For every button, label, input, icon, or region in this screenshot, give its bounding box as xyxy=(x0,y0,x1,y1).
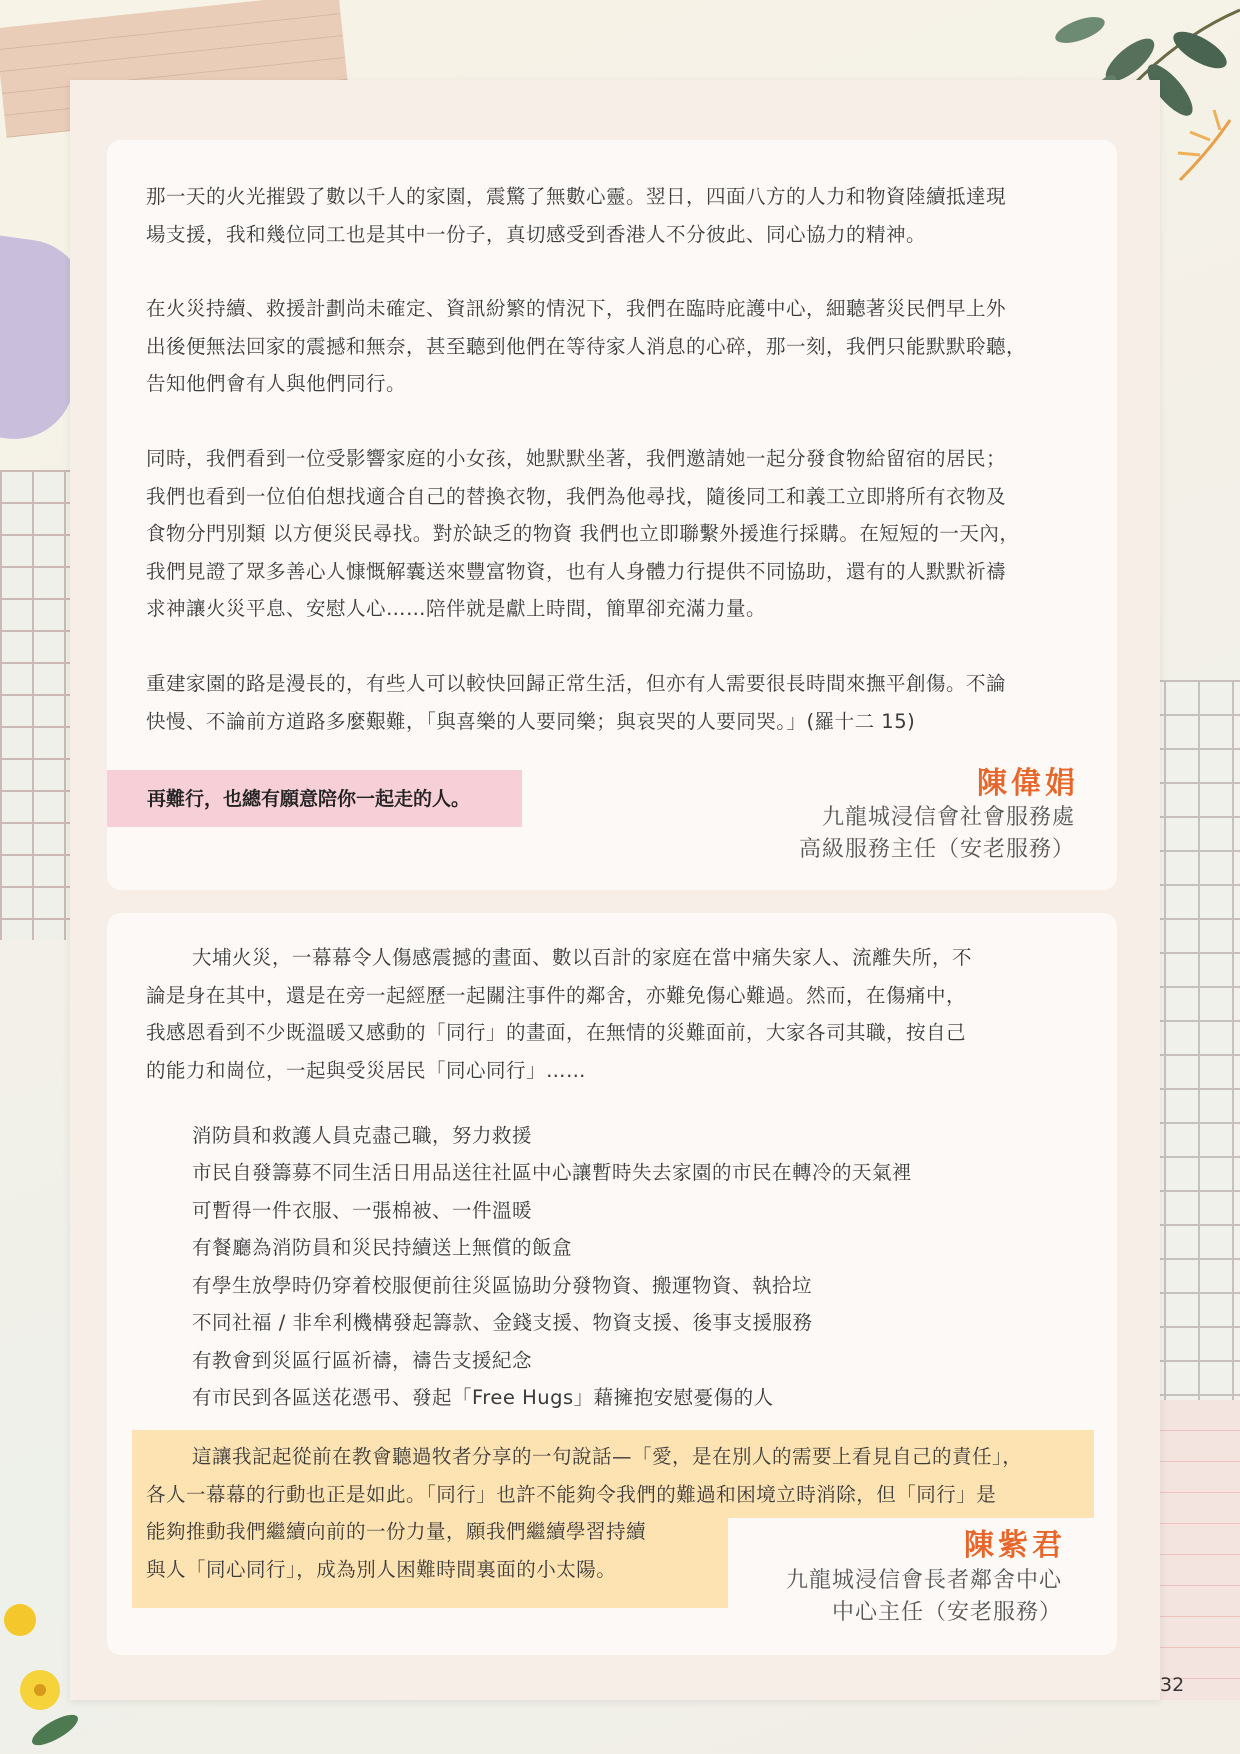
decorative-lined-paper xyxy=(1150,1400,1240,1700)
list-item: 有餐廳為消防員和災民持續送上無償的飯盒 xyxy=(192,1236,573,1259)
text-line: 與人「同心同行」，成為別人困難時間裏面的小太陽。 xyxy=(146,1557,617,1581)
text-line: 求神讓火災平息、安慰人心……陪伴就是獻上時間，簡單卻充滿力量。 xyxy=(146,597,767,620)
page-number: 32 xyxy=(1160,1674,1185,1696)
text-line: 我們也看到一位伯伯想找適合自己的替換衣物，我們為他尋找，隨後同工和義工立即將所有衣物及 xyxy=(146,484,1007,508)
text-line: 大埔火災，一幕幕令人傷感震撼的畫面、數以百計的家庭在當中痛失家人、流離失所，不 xyxy=(192,946,973,969)
author-title xyxy=(675,802,1075,866)
text-line: 重建家園的路是漫長的，有些人可以較快回歸正常生活，但亦有人需要很長時間來撫平創傷。不論 xyxy=(146,672,1007,695)
list-item: 可暫得一件衣服、一張棉被、一件溫暖 xyxy=(192,1199,533,1222)
author-role: 中心主任（安老服務） xyxy=(831,1600,1062,1625)
list-item: 市民自發籌募不同生活日用品送往社區中心讓暫時失去家園的市民在轉冷的天氣裡 xyxy=(192,1161,913,1184)
list-item: 消防員和救護人員克盡己職，努力救援 xyxy=(192,1124,533,1147)
author-name: 陳紫君 xyxy=(964,1528,1066,1563)
author-name: 陳偉娟 xyxy=(977,766,1079,801)
text-line: 食物分門別類 以方便災民尋找。對於缺乏的物資 我們也立即聯繫外援進行採購。在短短的一天內， xyxy=(146,522,1020,545)
text-line: 快慢、不論前方道路多麼艱難，「與喜樂的人要同樂；與哀哭的人要同哭。」(羅十二 15) xyxy=(146,709,916,733)
paragraph xyxy=(146,665,1081,740)
closing-paragraph xyxy=(146,1513,726,1588)
text-line: 告知他們會有人與他們同行。 xyxy=(146,372,407,395)
closing-paragraph xyxy=(146,1438,1086,1513)
text-line: 同時，我們看到一位受影響家庭的小女孩，她默默坐著，我們邀請她一起分發食物給留宿的居民； xyxy=(146,447,1007,470)
text-line: 各人一幕幕的行動也正是如此。「同行」也許不能夠令我們的難過和困境立時消除，但「同行」是 xyxy=(146,1482,997,1506)
text-line: 在火災持續、救援計劃尚未確定、資訊紛繁的情況下，我們在臨時庇護中心，細聽著災民們早上外 xyxy=(146,297,1007,320)
author-role: 高級服務主任（安老服務） xyxy=(798,837,1075,862)
quote-highlight xyxy=(107,770,522,827)
author-org: 九龍城浸信會社會服務處 xyxy=(821,805,1075,830)
paragraph xyxy=(146,939,1081,1089)
paragraph xyxy=(146,178,1081,253)
paragraph xyxy=(146,440,1081,628)
text-line: 出後便無法回家的震撼和無奈，甚至聽到他們在等待家人消息的心碎，那一刻，我們只能默默聆聽， xyxy=(146,334,1027,358)
list-item: 有教會到災區行區祈禱，禱告支援紀念 xyxy=(192,1349,533,1372)
text-line: 能夠推動我們繼續向前的一份力量，願我們繼續學習持續 xyxy=(146,1520,647,1543)
list-item: 有學生放學時仍穿着校服便前往災區協助分發物資、搬運物資、執拾垃 xyxy=(192,1274,813,1297)
quote-text: 再難行，也總有願意陪你一起走的人。 xyxy=(147,788,471,810)
text-line: 我感恩看到不少既溫暖又感動的「同行」的畫面，在無情的災難面前，大家各司其職，按自己 xyxy=(146,1021,967,1044)
author-title xyxy=(662,1565,1062,1629)
list-item: 不同社福 / 非牟利機構發起籌款、金錢支援、物資支援、後事支援服務 xyxy=(192,1311,813,1334)
text-line: 我們見證了眾多善心人慷慨解囊送來豐富物資，也有人身體力行提供不同協助，還有的人默默祈禱 xyxy=(146,559,1007,583)
flower-icon xyxy=(0,1580,80,1754)
list-item: 有市民到各區送花憑弔、發起「Free Hugs」藉擁抱安慰憂傷的人 xyxy=(192,1386,774,1409)
decorative-grid-paper xyxy=(0,470,70,940)
text-line: 的能力和崗位，一起與受災居民「同心同行」…… xyxy=(146,1058,587,1082)
text-line: 場支援，我和幾位同工也是其中一份子，真切感受到香港人不分彼此、同心協力的精神。 xyxy=(146,222,927,246)
text-line: 那一天的火光摧毀了數以千人的家園，震驚了無數心靈。翌日，四面八方的人力和物資陸續抵達現 xyxy=(146,185,1007,208)
text-line: 這讓我記起從前在教會聽過牧者分享的一句說話—「愛，是在別人的需要上看見自己的責任」， xyxy=(192,1445,1023,1468)
author-org: 九龍城浸信會長者鄰舍中心 xyxy=(785,1568,1062,1593)
text-line: 論是身在其中，還是在旁一起經歷一起關注事件的鄰舍，亦難免傷心難過。然而，在傷痛中， xyxy=(146,983,967,1007)
paragraph xyxy=(146,290,1081,403)
